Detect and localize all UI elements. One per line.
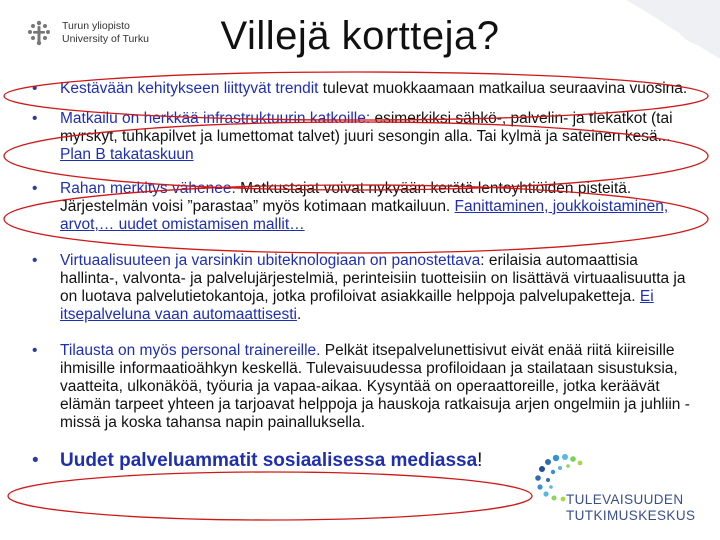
bullet-item	[30, 80, 690, 98]
bullet-highlight: Rahan merkitys vähenee.	[60, 180, 236, 197]
bullet-highlight: Tilausta on myös personal trainereille.	[60, 342, 321, 359]
university-name-en: University of Turku	[62, 33, 149, 45]
futures-research-logo	[528, 456, 720, 530]
bullet-end: .	[296, 306, 302, 323]
bullet-marker: •	[32, 180, 38, 197]
bullet-highlight: Kestävään kehitykseen liittyvät trendit	[60, 80, 319, 97]
bullet-list	[30, 80, 690, 472]
bullet-end: !	[477, 450, 483, 471]
bullet-marker: •	[32, 342, 38, 359]
bullet-text: Pelkät itsepalvelunettisivut eivät enää riitä kiireisille ihmisille informaatioähkyn keskellä. Tulevaisuudessa profiloidaan ja stailataan sisustuksia, vaatteita, ulkonäköä, työuria ja vapaa-aikaa. Kysyntää on operaattoreille, jotka keräävät elämän tarpeet yhteen ja tarjoavat helppoja ja hauskoja ratkaisuja arjen ongelmiin ja juhliin - missä ja koska tahansa napin painalluksella.	[60, 342, 690, 431]
oval-bullet-6	[8, 472, 532, 520]
bullet-marker: •	[32, 450, 39, 471]
bullet-marker: •	[32, 252, 38, 269]
bullet-text: : erilaisia automaattisia hallinta-, valvonta- ja palvelujärjestelmiä, perinteisiin tuotteisiin on lisättävä virtuaalisuutta ja on luotava palvelutietokantoja, jotka profiloivat asiakkaille helppoja palvelupaketteja.	[60, 252, 686, 305]
futures-logo-line1: TULEVAISUUDEN	[566, 492, 684, 507]
bullet-item	[30, 180, 690, 234]
bullet-text: esimerkiksi sähkö-, palvelin- ja tiekatkot (tai myrskyt, tuhkapilvet ja lumettomat talvet) juuri sesongin alla. Tai kylmä ja sateinen kesä...	[60, 110, 673, 145]
bullet-highlight: Virtuaalisuuteen ja varsinkin ubiteknologiaan on panostettava	[60, 252, 481, 269]
slide-title: Villejä kortteja?	[220, 14, 500, 58]
bullet-tail: Fanittaminen, joukkoistaminen, arvot,… uudet omistamisen mallit…	[60, 198, 669, 233]
bullet-item	[30, 252, 690, 324]
bullet-tail: Ei itsepalveluna vaan automaattisesti	[60, 288, 654, 323]
futures-logo-line2: TUTKIMUSKESKUS	[566, 508, 696, 523]
bullet-item	[30, 110, 690, 164]
bullet-marker: •	[32, 110, 38, 127]
bullet-item	[30, 342, 690, 432]
bullet-highlight: Matkailu on herkkää infrastruktuurin katkoille:	[60, 110, 371, 127]
bullet-text: Matkustajat voivat nykyään kerätä lentoyhtiöiden pisteitä. Järjestelmän voisi ”parastaa” myös kotimaan matkailuun.	[60, 180, 632, 215]
bullet-highlight: Uudet palveluammatit sosiaalisessa mediassa	[60, 450, 478, 471]
bullet-tail: Plan B takataskuun	[60, 146, 194, 163]
bullet-marker: •	[32, 80, 38, 97]
bullet-text: tulevat muokkaamaan matkailua seuraavina vuosina.	[318, 80, 688, 97]
university-name-fi: Turun yliopisto	[62, 20, 130, 32]
